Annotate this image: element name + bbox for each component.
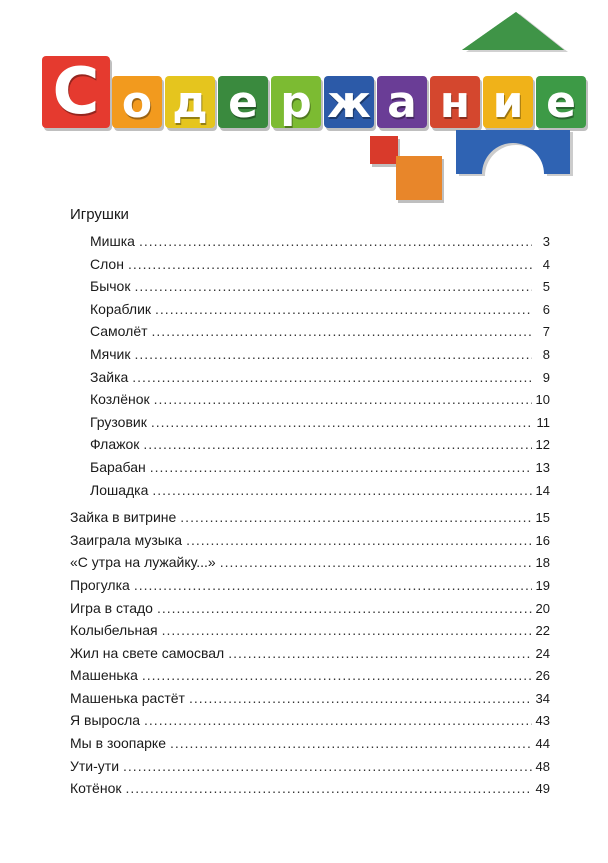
toc-entry-title: Зайка	[90, 368, 129, 385]
toc-entry-title: Кораблик	[90, 300, 152, 317]
toc-entry-title: Грузовик	[90, 413, 147, 430]
orange-square-block-icon	[396, 156, 442, 200]
toc-entry-title: Барабан	[90, 458, 146, 475]
leader-dots	[123, 755, 532, 778]
toc-entry-title: Я выросла	[70, 712, 141, 729]
toc-entry-title: Ути-ути	[70, 757, 120, 774]
toc-entry-page: 22	[535, 623, 550, 639]
toc-entry-title: Самолёт	[90, 323, 148, 340]
title-letter: и	[483, 76, 533, 128]
toc-entry-title: Жил на свете самосвал	[70, 644, 225, 661]
toc-entry[interactable]	[70, 777, 550, 800]
toc-entry[interactable]	[70, 433, 550, 456]
toc-entry[interactable]	[70, 388, 550, 411]
leader-dots	[157, 597, 532, 620]
toc-entry[interactable]	[70, 411, 550, 434]
toc-entry-page: 20	[535, 600, 550, 616]
toc-entry[interactable]	[70, 642, 550, 665]
leader-dots	[220, 551, 532, 574]
leader-dots	[128, 253, 532, 276]
leader-dots	[228, 642, 531, 665]
item-list	[70, 506, 550, 800]
toc-entry-page: 19	[535, 577, 550, 593]
toc-entry-title: Лошадка	[90, 481, 149, 498]
red-square-block-icon	[370, 136, 398, 164]
toc-entry-title: Заиграла музыка	[70, 531, 183, 548]
title-letter: ж	[324, 76, 374, 128]
toc-entry-page: 8	[542, 346, 550, 362]
toc-entry[interactable]	[70, 551, 550, 574]
toc-entry-page: 9	[542, 369, 550, 385]
leader-dots	[142, 664, 532, 687]
toc-entry[interactable]	[70, 456, 550, 479]
toc-entry-page: 10	[535, 392, 550, 408]
toc-entry[interactable]	[70, 343, 550, 366]
triangle-block-icon	[458, 8, 568, 52]
toc-entry[interactable]	[70, 529, 550, 552]
leader-dots	[152, 320, 532, 343]
toc-entry-title: Мячик	[90, 345, 131, 362]
leader-dots	[154, 388, 532, 411]
title-letter: е	[536, 76, 586, 128]
toc-entry-title: Мы в зоопарке	[70, 735, 166, 752]
leader-dots	[170, 732, 532, 755]
leader-dots	[144, 709, 532, 732]
toc-entry[interactable]	[70, 597, 550, 620]
toc-entry-title: Машенька растёт	[70, 689, 185, 706]
toc-entry-title: Колыбельная	[70, 622, 158, 639]
toc-entry[interactable]	[70, 709, 550, 732]
toc-entry[interactable]	[70, 275, 550, 298]
toc-entry[interactable]	[70, 230, 550, 253]
toc-entry-title: Котёнок	[70, 780, 122, 797]
toc-entry[interactable]	[70, 298, 550, 321]
toc-entry-page: 48	[535, 758, 550, 774]
toc-entry-title: Мишка	[90, 233, 135, 249]
toc-entry-page: 26	[535, 668, 550, 684]
leader-dots	[152, 479, 531, 502]
toc-entry-page: 14	[535, 482, 550, 498]
leader-dots	[132, 366, 532, 389]
toc-entry-title: Машенька	[70, 667, 138, 684]
sub-item-list	[70, 230, 550, 501]
toc-entry-title: «С утра на лужайку...»	[70, 554, 216, 571]
title-letter: е	[218, 76, 268, 128]
title-letter: н	[430, 76, 480, 128]
toc-entry-page: 49	[535, 781, 550, 797]
title-letter: д	[165, 76, 215, 128]
toc-entry[interactable]	[70, 755, 550, 778]
toc-entry-title: Бычок	[90, 278, 131, 295]
toc-entry-title: Флажок	[90, 436, 140, 453]
toc-entry[interactable]	[70, 506, 550, 529]
toc-entry-page: 3	[542, 234, 550, 249]
leader-dots	[150, 456, 532, 479]
toc-entry[interactable]	[70, 664, 550, 687]
leader-dots	[186, 529, 531, 552]
leader-dots	[155, 298, 532, 321]
title-letter: С	[42, 56, 110, 128]
toc-entry-page: 18	[535, 555, 550, 571]
leader-dots	[180, 506, 531, 529]
toc-entry-page: 4	[542, 256, 550, 272]
leader-dots	[151, 411, 532, 434]
toc-entry[interactable]	[70, 619, 550, 642]
toc-entry-page: 7	[542, 324, 550, 340]
leader-dots	[189, 687, 532, 710]
title-letter: а	[377, 76, 427, 128]
toc-entry[interactable]	[70, 253, 550, 276]
leader-dots	[134, 574, 532, 597]
title-letter: о	[112, 76, 162, 128]
toc-entry-title: Слон	[90, 255, 124, 272]
table-of-contents	[70, 205, 550, 800]
toc-entry-page: 24	[535, 645, 550, 661]
toc-entry-page: 11	[536, 414, 550, 430]
toc-entry[interactable]	[70, 366, 550, 389]
leader-dots	[139, 230, 532, 253]
toc-entry[interactable]	[70, 574, 550, 597]
toc-entry-title: Игра в стадо	[70, 599, 153, 616]
toc-entry-page: 13	[535, 459, 550, 475]
leader-dots	[143, 433, 531, 456]
leader-dots	[134, 343, 532, 366]
toc-entry-title: Козлёнок	[90, 391, 150, 408]
toc-entry-page: 34	[535, 690, 550, 706]
toc-entry-page: 12	[535, 437, 550, 453]
arch-block-icon	[452, 126, 574, 176]
leader-dots	[162, 619, 532, 642]
toc-entry-title: Прогулка	[70, 576, 130, 593]
toc-entry[interactable]	[70, 732, 550, 755]
toc-entry-page: 16	[535, 532, 550, 548]
toc-entry-page: 6	[542, 301, 550, 317]
toc-entry-page: 15	[535, 510, 550, 526]
title-letter: р	[271, 76, 321, 128]
toc-entry-page: 44	[535, 736, 550, 752]
toc-entry-page: 5	[542, 279, 550, 295]
toc-entry-title: Зайка в витрине	[70, 509, 177, 526]
toc-entry[interactable]	[70, 320, 550, 343]
toc-entry-page: 43	[535, 713, 550, 729]
page-title	[42, 56, 589, 128]
toc-entry[interactable]	[70, 479, 550, 502]
toc-entry[interactable]	[70, 687, 550, 710]
leader-dots	[125, 777, 531, 800]
leader-dots	[134, 275, 532, 298]
section-title: Игрушки	[70, 206, 129, 223]
